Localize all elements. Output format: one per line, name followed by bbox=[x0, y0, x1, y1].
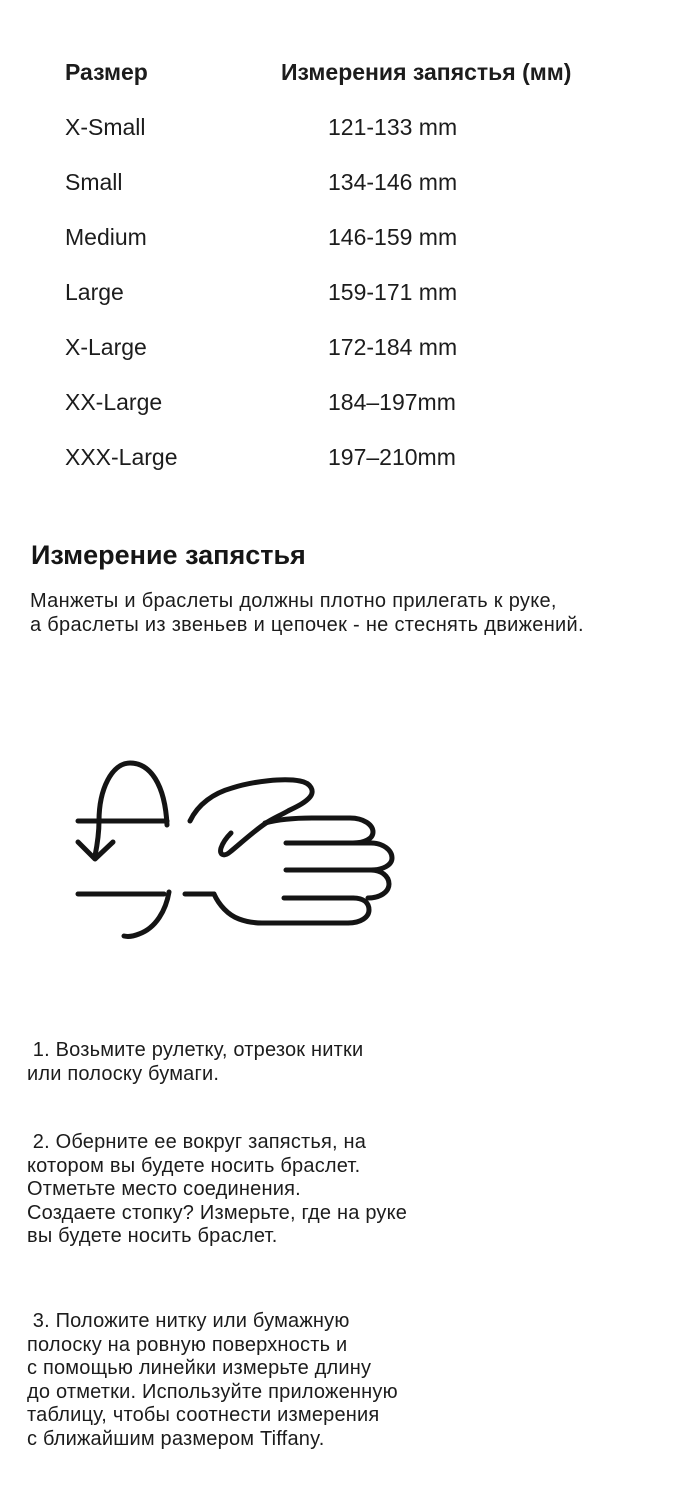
intro-line: Манжеты и браслеты должны плотно прилегать к руке, bbox=[30, 590, 557, 612]
step-3 bbox=[27, 1310, 667, 1451]
table-row bbox=[0, 388, 673, 416]
step-1 bbox=[27, 1039, 667, 1086]
size-range: 146-159 mm bbox=[328, 224, 458, 250]
step-line: Создаете стопку? Измерьте, где на руке bbox=[27, 1201, 408, 1224]
column-header-measurement: Измерения запястья (мм) bbox=[281, 59, 572, 85]
size-label: XX-Large bbox=[65, 389, 163, 415]
section-heading: Измерение запястья bbox=[31, 540, 306, 570]
size-label: XXX-Large bbox=[65, 444, 178, 470]
size-range: 134-146 mm bbox=[328, 169, 458, 195]
step-line: с ближайшим размером Tiffany. bbox=[27, 1427, 325, 1450]
table-row bbox=[0, 168, 673, 196]
step-line: 3. Положите нитку или бумажную bbox=[27, 1310, 350, 1332]
table-row bbox=[0, 333, 673, 361]
step-line: или полоску бумаги. bbox=[27, 1062, 220, 1085]
step-line: 2. Оберните ее вокруг запястья, на bbox=[27, 1131, 367, 1153]
intro-paragraph bbox=[30, 589, 660, 637]
table-row bbox=[0, 278, 673, 306]
intro-line: а браслеты из звеньев и цепочек - не стеснять движений. bbox=[30, 614, 584, 636]
size-range: 159-171 mm bbox=[328, 279, 458, 305]
table-header-row bbox=[0, 58, 673, 86]
wrist-size-table bbox=[0, 58, 673, 498]
column-header-size: Размер bbox=[65, 59, 148, 85]
size-label: X-Small bbox=[65, 114, 146, 140]
step-line: полоску на ровную поверхность и bbox=[27, 1333, 348, 1356]
step-line: 1. Возьмите рулетку, отрезок нитки bbox=[27, 1039, 364, 1061]
table-row bbox=[0, 223, 673, 251]
size-range: 184–197mm bbox=[328, 389, 456, 415]
wrist-measurement-illustration bbox=[68, 742, 408, 982]
step-line: Отметьте место соединения. bbox=[27, 1178, 301, 1200]
finger-3-tip bbox=[368, 870, 389, 898]
size-label: Medium bbox=[65, 224, 147, 250]
size-range: 121-133 mm bbox=[328, 114, 458, 140]
table-row bbox=[0, 113, 673, 141]
size-label: Small bbox=[65, 169, 123, 195]
step-line: с помощью линейки измерьте длину bbox=[27, 1357, 372, 1379]
step-2 bbox=[27, 1131, 667, 1249]
finger-2-tip bbox=[371, 843, 392, 870]
measuring-string-below bbox=[124, 892, 169, 936]
size-label: X-Large bbox=[65, 334, 147, 360]
table-row bbox=[0, 443, 673, 471]
finger-1-outline bbox=[265, 818, 373, 843]
size-range: 197–210mm bbox=[328, 444, 456, 470]
step-line: до отметки. Используйте приложенную bbox=[27, 1380, 398, 1403]
size-label: Large bbox=[65, 279, 124, 305]
step-line: вы будете носить браслет. bbox=[27, 1225, 278, 1247]
finger-4-tip bbox=[348, 898, 369, 923]
step-line: таблицу, чтобы соотнести измерения bbox=[27, 1404, 380, 1426]
step-line: котором вы будете носить браслет. bbox=[27, 1154, 361, 1177]
size-range: 172-184 mm bbox=[328, 334, 458, 360]
measuring-string-loop bbox=[95, 763, 167, 856]
